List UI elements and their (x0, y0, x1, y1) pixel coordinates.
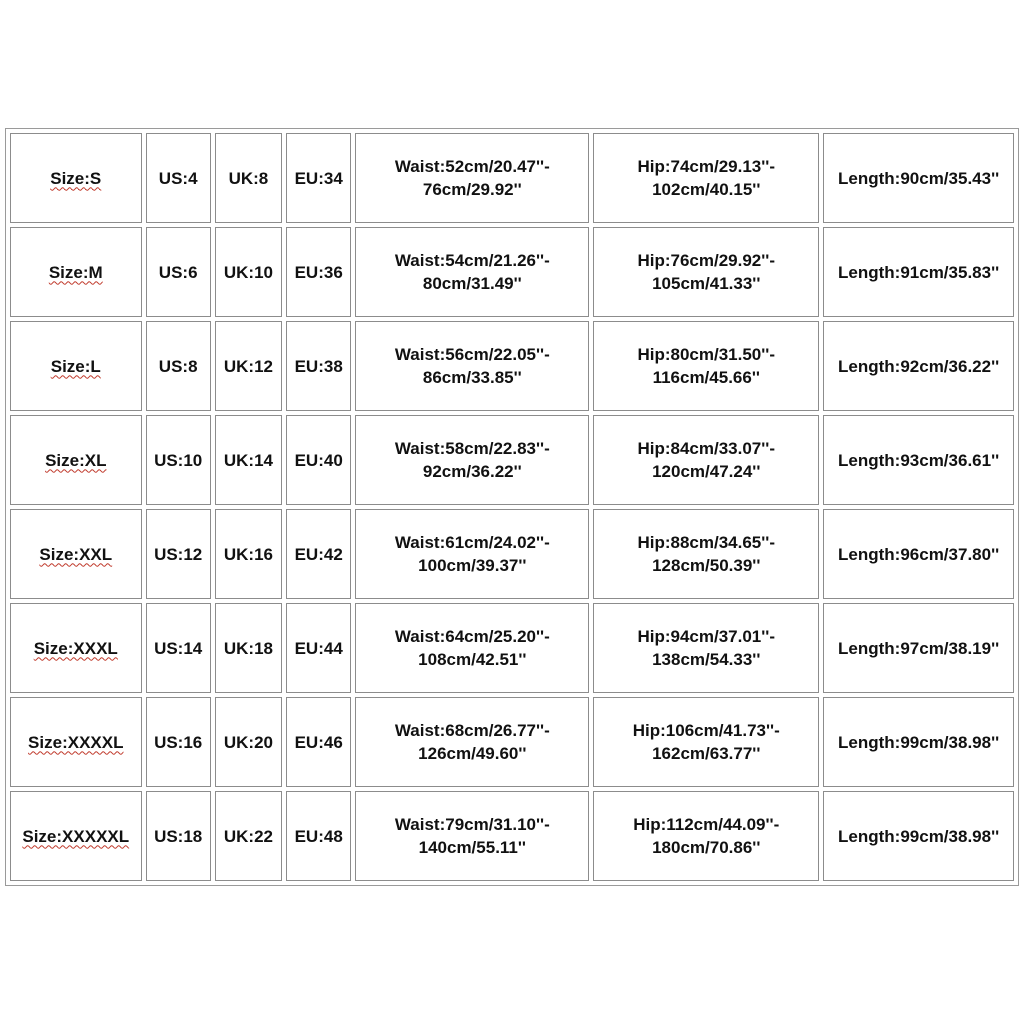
length-cell (823, 509, 1014, 599)
size-cell (10, 509, 142, 599)
size-cell-text: Size:XXXXL (28, 732, 124, 752)
waist-cell-line: Waist:68cm/26.77''- (394, 721, 550, 740)
us-size-cell (146, 509, 211, 599)
length-cell (823, 227, 1014, 317)
us-size-cell-text: US:16 (154, 732, 203, 752)
eu-size-cell (286, 791, 351, 881)
waist-cell-line: Waist:54cm/21.26''- (394, 251, 550, 270)
uk-size-cell-text: UK:16 (223, 544, 273, 564)
length-cell (823, 133, 1014, 223)
eu-size-cell-text: EU:34 (294, 168, 343, 188)
waist-cell-line: Waist:52cm/20.47''- (394, 157, 550, 176)
hip-cell (593, 509, 819, 599)
eu-size-cell (286, 133, 351, 223)
waist-cell-line: Waist:64cm/25.20''- (394, 627, 550, 646)
us-size-cell-text: US:10 (154, 450, 203, 470)
length-cell-text: Length:99cm/38.98'' (838, 826, 1000, 846)
hip-cell (593, 227, 819, 317)
us-size-cell (146, 415, 211, 505)
uk-size-cell (215, 415, 282, 505)
size-cell-text: Size:XXXL (33, 638, 118, 658)
eu-size-cell (286, 603, 351, 693)
length-cell (823, 603, 1014, 693)
length-cell-text: Length:92cm/36.22'' (838, 356, 1000, 376)
waist-cell (355, 697, 589, 787)
uk-size-cell (215, 697, 282, 787)
size-cell-text: Size:M (48, 262, 103, 282)
hip-cell-line: Hip:106cm/41.73''- (632, 721, 780, 740)
uk-size-cell-text: UK:18 (223, 638, 273, 658)
hip-cell (593, 415, 819, 505)
hip-cell-line: Hip:84cm/33.07''- (637, 439, 776, 458)
uk-size-cell-text: UK:22 (223, 826, 273, 846)
uk-size-cell-text: UK:10 (223, 262, 273, 282)
eu-size-cell-text: EU:42 (294, 544, 343, 564)
size-cell-text: Size:XXXXXL (22, 826, 130, 846)
waist-cell-line: 86cm/33.85'' (422, 368, 522, 387)
uk-size-cell (215, 133, 282, 223)
waist-cell (355, 227, 589, 317)
length-cell (823, 791, 1014, 881)
eu-size-cell-text: EU:36 (294, 262, 343, 282)
hip-cell-line: Hip:80cm/31.50''- (637, 345, 776, 364)
table-row (10, 509, 1014, 599)
length-cell (823, 321, 1014, 411)
waist-cell-line: 100cm/39.37'' (418, 556, 527, 575)
us-size-cell-text: US:4 (158, 168, 198, 188)
table-row (10, 227, 1014, 317)
uk-size-cell (215, 227, 282, 317)
hip-cell-line: 105cm/41.33'' (652, 274, 761, 293)
length-cell (823, 415, 1014, 505)
waist-cell-line: 126cm/49.60'' (418, 744, 527, 763)
us-size-cell (146, 697, 211, 787)
waist-cell-line: 140cm/55.11'' (418, 838, 526, 857)
length-cell-text: Length:90cm/35.43'' (838, 168, 1000, 188)
hip-cell-line: 102cm/40.15'' (652, 180, 761, 199)
hip-cell-line: Hip:74cm/29.13''- (637, 157, 776, 176)
hip-cell-line: 180cm/70.86'' (652, 838, 761, 857)
eu-size-cell-text: EU:44 (294, 638, 343, 658)
hip-cell (593, 133, 819, 223)
size-cell-text: Size:L (50, 356, 101, 376)
uk-size-cell (215, 321, 282, 411)
us-size-cell (146, 603, 211, 693)
waist-cell-line: Waist:79cm/31.10''- (394, 815, 550, 834)
waist-cell-line: 80cm/31.49'' (422, 274, 522, 293)
waist-cell (355, 603, 589, 693)
eu-size-cell (286, 509, 351, 599)
size-cell (10, 697, 142, 787)
us-size-cell-text: US:18 (154, 826, 203, 846)
uk-size-cell-text: UK:20 (223, 732, 273, 752)
table-row (10, 321, 1014, 411)
waist-cell (355, 415, 589, 505)
us-size-cell-text: US:12 (154, 544, 203, 564)
us-size-cell (146, 791, 211, 881)
waist-cell (355, 321, 589, 411)
waist-cell (355, 791, 589, 881)
uk-size-cell (215, 603, 282, 693)
eu-size-cell (286, 227, 351, 317)
table-row (10, 791, 1014, 881)
us-size-cell (146, 227, 211, 317)
length-cell (823, 697, 1014, 787)
hip-cell (593, 697, 819, 787)
length-cell-text: Length:96cm/37.80'' (838, 544, 1000, 564)
size-cell-text: Size:XL (45, 450, 107, 470)
us-size-cell-text: US:6 (158, 262, 198, 282)
table-row (10, 415, 1014, 505)
hip-cell (593, 603, 819, 693)
size-cell (10, 321, 142, 411)
table-row (10, 603, 1014, 693)
hip-cell-line: 120cm/47.24'' (652, 462, 761, 481)
waist-cell-line: 108cm/42.51'' (418, 650, 527, 669)
length-cell-text: Length:91cm/35.83'' (838, 262, 1000, 282)
uk-size-cell-text: UK:12 (223, 356, 273, 376)
eu-size-cell-text: EU:48 (294, 826, 343, 846)
size-chart-body (10, 133, 1014, 881)
waist-cell-line: Waist:58cm/22.83''- (394, 439, 550, 458)
eu-size-cell (286, 321, 351, 411)
eu-size-cell-text: EU:46 (294, 732, 343, 752)
size-cell-text: Size:S (50, 168, 102, 188)
hip-cell-line: 116cm/45.66'' (652, 368, 760, 387)
hip-cell-line: 162cm/63.77'' (652, 744, 761, 763)
size-cell (10, 603, 142, 693)
waist-cell-line: 92cm/36.22'' (422, 462, 522, 481)
size-cell (10, 133, 142, 223)
table-row (10, 697, 1014, 787)
us-size-cell (146, 321, 211, 411)
hip-cell-line: 138cm/54.33'' (652, 650, 761, 669)
eu-size-cell (286, 415, 351, 505)
size-cell-text: Size:XXL (39, 544, 113, 564)
eu-size-cell-text: EU:40 (294, 450, 343, 470)
hip-cell-line: Hip:94cm/37.01''- (637, 627, 776, 646)
waist-cell (355, 133, 589, 223)
size-cell (10, 415, 142, 505)
size-cell (10, 791, 142, 881)
hip-cell (593, 321, 819, 411)
eu-size-cell (286, 697, 351, 787)
length-cell-text: Length:99cm/38.98'' (838, 732, 1000, 752)
hip-cell-line: Hip:112cm/44.09''- (633, 815, 780, 834)
length-cell-text: Length:97cm/38.19'' (838, 638, 1000, 658)
waist-cell-line: Waist:61cm/24.02''- (394, 533, 550, 552)
hip-cell (593, 791, 819, 881)
hip-cell-line: Hip:88cm/34.65''- (637, 533, 776, 552)
length-cell-text: Length:93cm/36.61'' (838, 450, 1000, 470)
us-size-cell (146, 133, 211, 223)
size-cell (10, 227, 142, 317)
uk-size-cell-text: UK:8 (228, 168, 269, 188)
waist-cell-line: Waist:56cm/22.05''- (394, 345, 550, 364)
table-row (10, 133, 1014, 223)
eu-size-cell-text: EU:38 (294, 356, 343, 376)
size-chart-table (5, 128, 1019, 886)
hip-cell-line: 128cm/50.39'' (652, 556, 761, 575)
uk-size-cell (215, 509, 282, 599)
waist-cell-line: 76cm/29.92'' (422, 180, 522, 199)
uk-size-cell-text: UK:14 (223, 450, 273, 470)
us-size-cell-text: US:8 (158, 356, 198, 376)
hip-cell-line: Hip:76cm/29.92''- (637, 251, 776, 270)
waist-cell (355, 509, 589, 599)
uk-size-cell (215, 791, 282, 881)
us-size-cell-text: US:14 (154, 638, 203, 658)
